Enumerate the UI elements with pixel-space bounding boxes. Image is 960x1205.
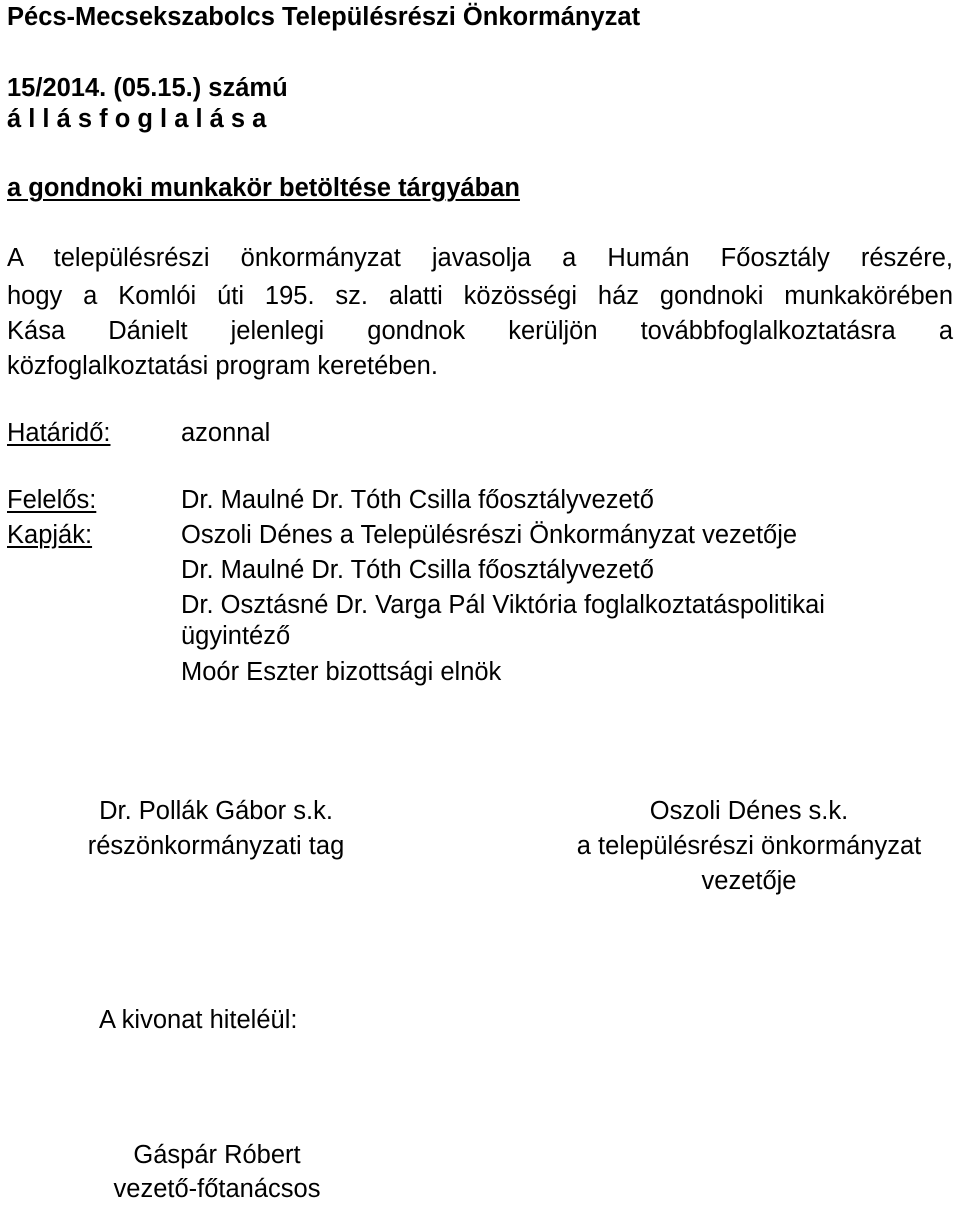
signer-title: a településrészi önkormányzat: [576, 832, 922, 860]
recipients-label: Kapják:: [7, 521, 93, 549]
paragraph-line: hogy a Komlói úti 195. sz. alatti közösségi ház gondnoki munkakörében: [7, 282, 953, 310]
signer-name: Dr. Pollák Gábor s.k.: [99, 797, 333, 825]
responsible-value: Dr. Maulné Dr. Tóth Csilla főosztályvezető: [181, 486, 654, 514]
certifier-title: vezető-főtanácsos: [113, 1175, 321, 1203]
resolution-number: 15/2014. (05.15.) számú: [7, 74, 288, 102]
certifier-name: Gáspár Róbert: [133, 1141, 301, 1169]
signer-name: Oszoli Dénes s.k.: [649, 797, 849, 825]
organization-title: Pécs-Mecsekszabolcs Településrészi Önkormányzat: [7, 3, 641, 31]
responsible-label: Felelős:: [7, 486, 97, 514]
deadline-label: Határidő:: [7, 419, 111, 447]
certification-label: A kivonat hiteléül:: [99, 1006, 298, 1034]
document-subject: a gondnoki munkakör betöltése tárgyában: [7, 174, 520, 202]
document-type: á l l á s f o g l a l á s a: [7, 105, 267, 133]
recipient-item: Dr. Maulné Dr. Tóth Csilla főosztályvezető: [181, 556, 654, 584]
paragraph-line: közfoglalkoztatási program keretében.: [7, 352, 438, 380]
recipient-item: Moór Eszter bizottsági elnök: [181, 658, 502, 686]
deadline-value: azonnal: [181, 419, 271, 447]
paragraph-line: A településrészi önkormányzat javasolja a Humán Főosztály részére,: [7, 244, 953, 272]
recipient-item: Dr. Osztásné Dr. Varga Pál Viktória foglalkoztatáspolitikai: [181, 591, 825, 619]
recipient-item: ügyintéző: [181, 622, 291, 650]
signer-title: vezetője: [701, 867, 797, 895]
signer-title: részönkormányzati tag: [87, 832, 345, 860]
recipient-item: Oszoli Dénes a Településrészi Önkormányzat vezetője: [181, 521, 798, 549]
paragraph-line: Kása Dánielt jelenlegi gondnok kerüljön továbbfoglalkoztatásra a: [7, 317, 953, 345]
